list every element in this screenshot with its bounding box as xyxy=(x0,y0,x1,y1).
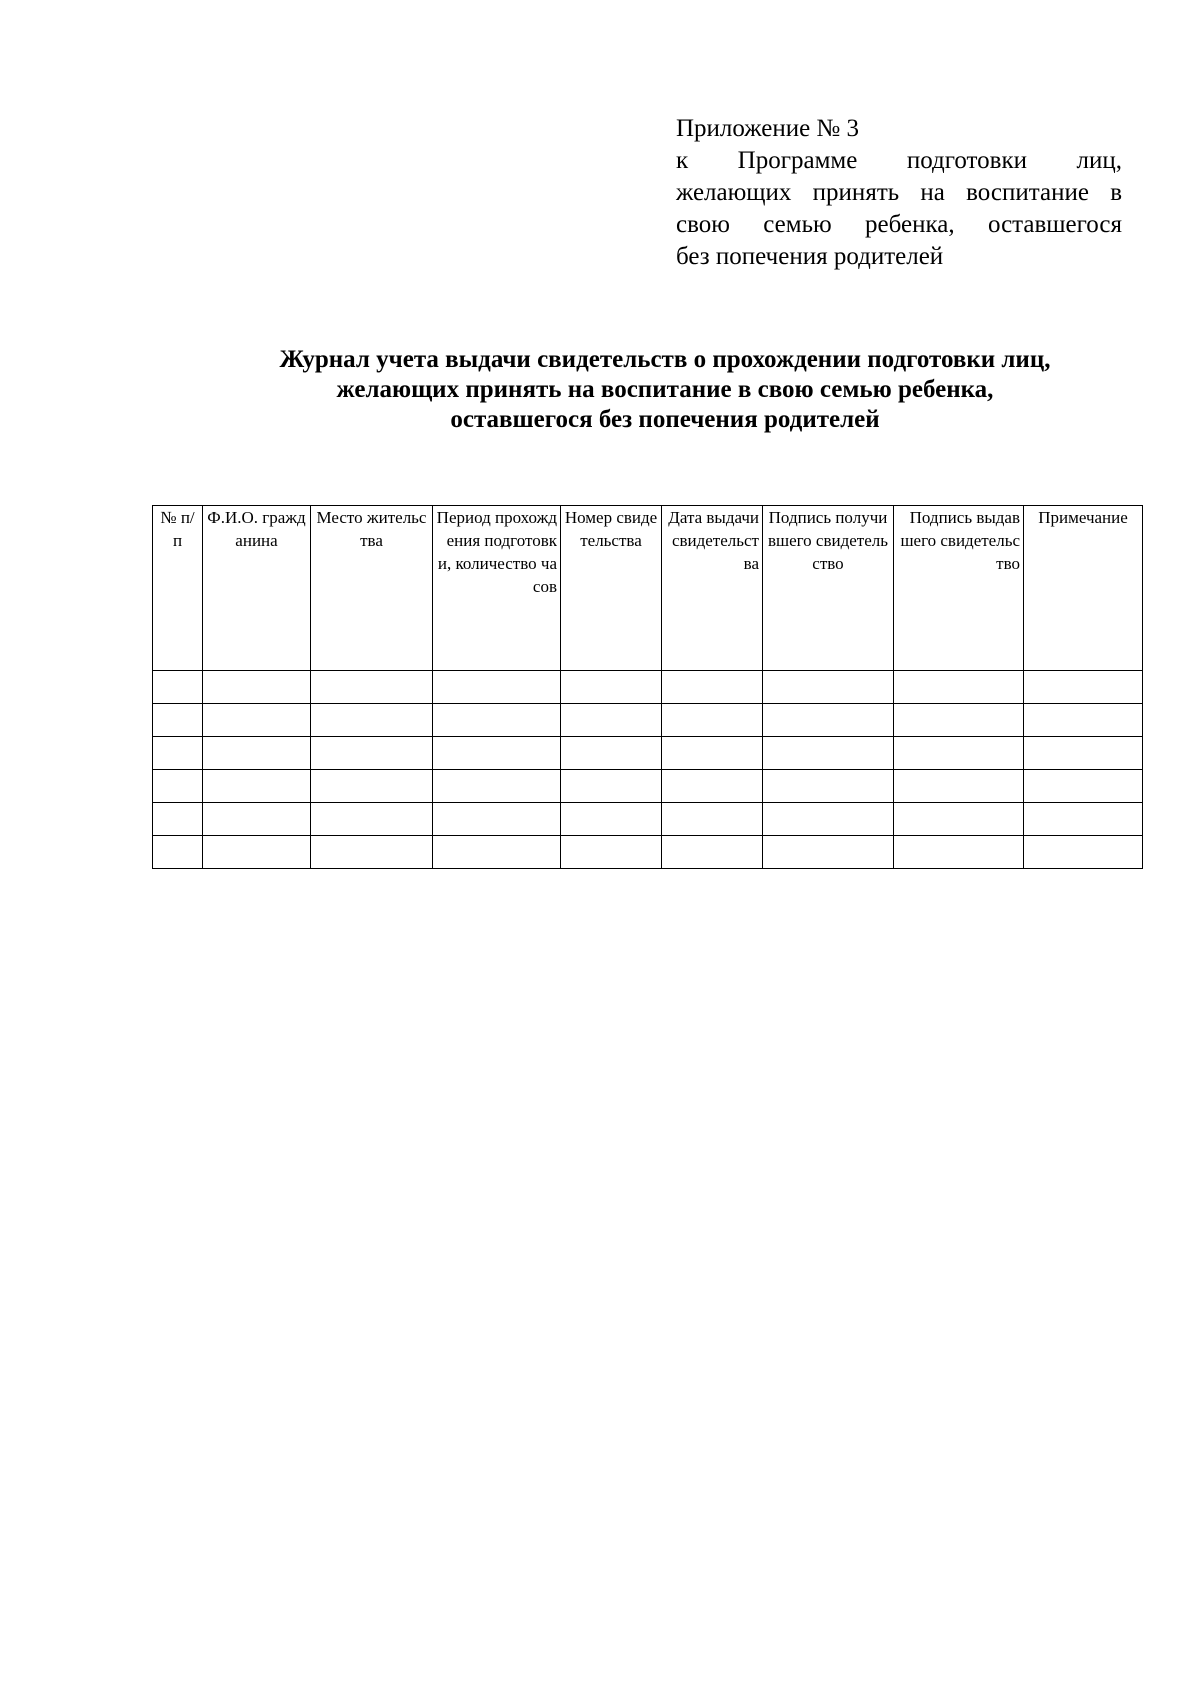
table-cell xyxy=(561,770,662,803)
table-cell xyxy=(763,803,894,836)
table-cell xyxy=(153,803,203,836)
table-cell xyxy=(203,803,311,836)
table-cell xyxy=(1024,737,1143,770)
header-note: Примечание xyxy=(1024,506,1143,671)
table-cell xyxy=(153,704,203,737)
table-cell xyxy=(153,671,203,704)
table-cell xyxy=(203,836,311,869)
table-cell xyxy=(894,836,1024,869)
table-cell xyxy=(662,836,763,869)
table-cell xyxy=(433,836,561,869)
table-cell xyxy=(1024,770,1143,803)
table-cell xyxy=(662,803,763,836)
header-training-period: Период прохождения подготовки, количество часов xyxy=(433,506,561,671)
table-cell xyxy=(763,836,894,869)
table-cell xyxy=(662,770,763,803)
table-row xyxy=(153,704,1143,737)
appendix-line-3: свою семью ребенка, оставшегося xyxy=(676,211,1122,238)
table-cell xyxy=(894,803,1024,836)
table-row xyxy=(153,770,1143,803)
title-line-3: оставшегося без попечения родителей xyxy=(450,406,880,433)
table-cell xyxy=(1024,704,1143,737)
appendix-line-2: желающих принять на воспитание в xyxy=(676,179,1122,206)
table-cell xyxy=(894,671,1024,704)
table-cell xyxy=(433,704,561,737)
table-cell xyxy=(763,737,894,770)
table-cell xyxy=(433,803,561,836)
table-header-row xyxy=(153,506,1143,671)
table-cell xyxy=(311,671,433,704)
appendix-number: Приложение № 3 xyxy=(676,115,860,142)
table-cell xyxy=(203,704,311,737)
table-cell xyxy=(561,803,662,836)
appendix-note xyxy=(676,113,1122,273)
table-cell xyxy=(153,770,203,803)
journal-table xyxy=(152,505,1143,869)
table-cell xyxy=(561,671,662,704)
title-line-2: желающих принять на воспитание в свою семью ребенка, xyxy=(336,376,994,403)
table-cell xyxy=(153,737,203,770)
table-cell xyxy=(311,803,433,836)
table-row xyxy=(153,803,1143,836)
table-row xyxy=(153,671,1143,704)
table-cell xyxy=(894,770,1024,803)
table-cell xyxy=(311,770,433,803)
table-cell xyxy=(203,671,311,704)
table-cell xyxy=(1024,803,1143,836)
table-cell xyxy=(763,671,894,704)
table-cell xyxy=(311,704,433,737)
table-cell xyxy=(763,770,894,803)
header-number: № п/п xyxy=(153,506,203,671)
table-cell xyxy=(894,704,1024,737)
header-full-name: Ф.И.О. гражданина xyxy=(203,506,311,671)
header-issue-date: Дата выдачи свидетельства xyxy=(662,506,763,671)
table-cell xyxy=(662,704,763,737)
table-cell xyxy=(662,671,763,704)
header-residence: Место жительства xyxy=(311,506,433,671)
table-row xyxy=(153,737,1143,770)
table-cell xyxy=(203,770,311,803)
appendix-line-1: к Программе подготовки лиц, xyxy=(676,147,1122,174)
table-cell xyxy=(561,737,662,770)
title-line-1: Журнал учета выдачи свидетельств о прохождении подготовки лиц, xyxy=(279,346,1051,373)
header-certificate-number: Номер свидетельства xyxy=(561,506,662,671)
table-cell xyxy=(763,704,894,737)
table-cell xyxy=(311,836,433,869)
appendix-line-4: без попечения родителей xyxy=(676,243,944,270)
header-issuer-signature: Подпись выдавшего свидетельство xyxy=(894,506,1024,671)
table-cell xyxy=(433,737,561,770)
table-cell xyxy=(433,671,561,704)
document-title xyxy=(140,345,1190,435)
header-recipient-signature: Подпись получившего свидетельство xyxy=(763,506,894,671)
table-cell xyxy=(662,737,763,770)
table-cell xyxy=(894,737,1024,770)
table-cell xyxy=(433,770,561,803)
table-cell xyxy=(153,836,203,869)
table-row xyxy=(153,836,1143,869)
table-cell xyxy=(1024,836,1143,869)
table-cell xyxy=(203,737,311,770)
table-cell xyxy=(561,836,662,869)
table-cell xyxy=(311,737,433,770)
table-cell xyxy=(1024,671,1143,704)
table-cell xyxy=(561,704,662,737)
